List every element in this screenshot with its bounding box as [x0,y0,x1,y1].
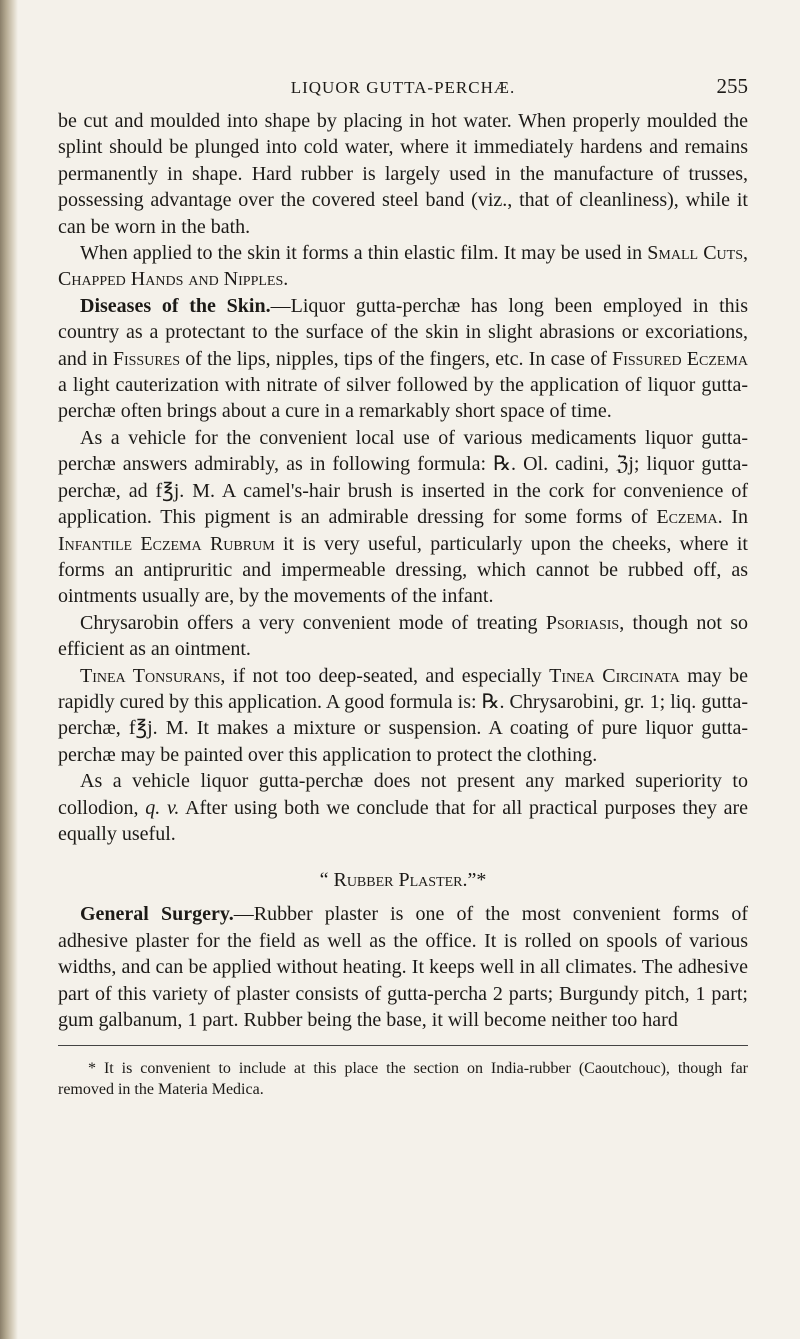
paragraph-splint: be cut and moulded into shape by placing in hot water. When properly moulded the splint should be plunged into cold water, where it immediately hardens and remains permanently in shape. Hard rubber is largely used in the manufacture of trusses, possessing advantage over the covered steel band (viz., that of cleanliness), while it can be worn in the bath. [58,110,748,238]
paragraph-general-surgery: General Surgery.—Rubber plaster is one of the most convenient forms of adhesive plaster for the field as well as the office. It is rolled on spools of various widths, and can be applied without heating. It keeps well in all climates. The adhesive part of this variety of plaster consists of gutta-percha 2 parts; Burgundy pitch, 1 part; gum galbanum, 1 part. Rubber being the base, it will become neither too hard [58,903,748,1031]
heading-diseases-of-skin: Diseases of the Skin. [80,294,271,317]
running-title: LIQUOR GUTTA-PERCHÆ. [290,78,516,97]
term-tinea-circinata: Tinea Circinata [549,664,680,687]
term-infantile-eczema-rubrum: Infantile Eczema Rubrum [58,532,275,555]
page-number: 255 [716,74,748,98]
term-psoriasis: Psoriasis [545,611,620,634]
footnote: * It is convenient to include at this place the section on India-rubber (Caoutchouc), though far removed in the Materia Medica. [58,1060,748,1099]
paragraph-chrysarobin: Chrysarobin offers a very convenient mode of treating Psoriasis, though not so efficient as an ointment. [58,611,748,661]
paragraph-collodion: As a vehicle liquor gutta-perchæ does not present any marked superiority to collodion, q. v. After using both we conclude that for all practical purposes they are equally useful. [58,770,748,845]
quod-vide: q. v. [145,796,180,819]
paragraph-elastic-film: When applied to the skin it forms a thin elastic film. It may be used in Small Cuts, Chapped Hands and Nipples. [58,242,749,291]
paragraph-tinea: Tinea Tonsurans, if not too deep-seated, and especially Tinea Circinata may be rapidly cured by this application. A good formula is: ℞. Chrysarobini, gr. 1; liq. gutta-perchæ, f℥j. M. It makes a mixture or suspension. A coating of pure liquor gutta-perchæ may be painted over this application to protect the clothing. [58,664,749,766]
term-eczema: Eczema [656,506,718,529]
term-fissures: Fissures [112,347,181,370]
section-title-rubber-plaster: “ Rubber Plaster.”* [319,869,487,892]
term-small-cuts: Small Cuts, Chapped Hands and Nipples [58,242,749,291]
heading-general-surgery: General Surgery. [80,903,234,926]
paragraph-skin-diseases: Diseases of the Skin.—Liquor gutta-perchæ has long been employed in this country as a protectant to the surface of the skin in slight abrasions or excoriations, and in Fissures of the lips, nipples, tips of the fingers, etc. In case of Fissured Eczema a light cauterization with nitrate of silver followed by the application of liquor gutta-perchæ often brings about a cure in a remarkably short space of time. [58,294,748,423]
term-tinea-tonsurans: Tinea Tonsurans [80,664,221,687]
book-spine-shadow [0,0,18,1339]
book-page [58,74,748,1100]
paragraph-vehicle-formula: As a vehicle for the convenient local use of various medicaments liquor gutta-perchæ answers admirably, as in following formula: ℞. Ol. cadini, ℨj; liquor gutta-perchæ, ad f℥j. M. A camel's-hair brush is inserted in the cork for convenience of application. This pigment is an admirable dressing for some forms of Eczema. In Infantile Eczema Rubrum it is very useful, particularly upon the cheeks, where it forms an antipruritic and impermeable dressing, which cannot be rubbed off, as ointments usually are, by the movements of the infant. [58,426,748,608]
term-fissured-eczema: Fissured Eczema [612,347,748,370]
page-header [58,74,748,108]
footnote-divider [58,1045,748,1046]
